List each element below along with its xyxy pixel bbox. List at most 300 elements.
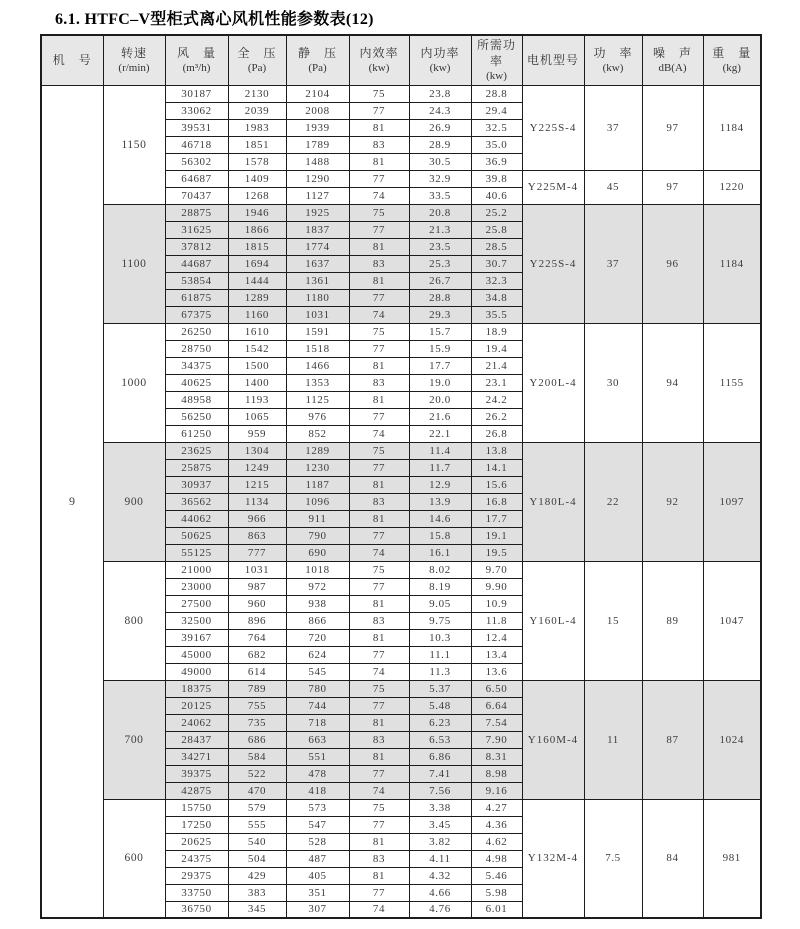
cell-static-pressure: 405 xyxy=(286,867,349,884)
cell-internal-power: 15.8 xyxy=(409,527,471,544)
cell-total-pressure: 504 xyxy=(228,850,286,867)
cell-static-pressure: 790 xyxy=(286,527,349,544)
cell-total-pressure: 470 xyxy=(228,782,286,799)
motor-model-cell: Y132M-4 xyxy=(522,799,584,918)
column-header-label: 所需功率 xyxy=(476,37,516,68)
cell-total-pressure: 1983 xyxy=(228,119,286,136)
cell-internal-power: 33.5 xyxy=(409,187,471,204)
cell-flow: 20125 xyxy=(165,697,228,714)
cell-efficiency: 77 xyxy=(349,765,409,782)
cell-total-pressure: 987 xyxy=(228,578,286,595)
cell-internal-power: 9.05 xyxy=(409,595,471,612)
cell-required-power: 30.7 xyxy=(471,255,522,272)
cell-total-pressure: 863 xyxy=(228,527,286,544)
cell-internal-power: 21.6 xyxy=(409,408,471,425)
cell-total-pressure: 383 xyxy=(228,884,286,901)
column-header-col0 xyxy=(41,35,103,85)
noise-cell: 87 xyxy=(642,680,703,799)
table-row xyxy=(41,204,761,221)
cell-internal-power: 15.7 xyxy=(409,323,471,340)
cell-internal-power: 3.45 xyxy=(409,816,471,833)
cell-static-pressure: 1488 xyxy=(286,153,349,170)
cell-flow: 34271 xyxy=(165,748,228,765)
cell-required-power: 32.3 xyxy=(471,272,522,289)
motor-power-cell: 15 xyxy=(584,561,642,680)
cell-internal-power: 7.41 xyxy=(409,765,471,782)
cell-flow: 17250 xyxy=(165,816,228,833)
cell-static-pressure: 852 xyxy=(286,425,349,442)
cell-total-pressure: 1500 xyxy=(228,357,286,374)
cell-flow: 28750 xyxy=(165,340,228,357)
motor-power-cell: 7.5 xyxy=(584,799,642,918)
cell-flow: 24375 xyxy=(165,850,228,867)
column-header-efficiency xyxy=(349,35,409,85)
weight-cell: 1184 xyxy=(703,85,761,170)
cell-total-pressure: 584 xyxy=(228,748,286,765)
cell-flow: 25875 xyxy=(165,459,228,476)
cell-total-pressure: 1215 xyxy=(228,476,286,493)
cell-required-power: 14.1 xyxy=(471,459,522,476)
cell-flow: 56302 xyxy=(165,153,228,170)
cell-internal-power: 14.6 xyxy=(409,510,471,527)
cell-flow: 44687 xyxy=(165,255,228,272)
noise-cell: 84 xyxy=(642,799,703,918)
cell-flow: 30187 xyxy=(165,85,228,102)
cell-flow: 23000 xyxy=(165,578,228,595)
column-header-label: 转速 xyxy=(120,45,147,60)
cell-flow: 29375 xyxy=(165,867,228,884)
cell-required-power: 23.1 xyxy=(471,374,522,391)
cell-internal-power: 5.48 xyxy=(409,697,471,714)
cell-total-pressure: 1409 xyxy=(228,170,286,187)
cell-flow: 50625 xyxy=(165,527,228,544)
cell-static-pressure: 1290 xyxy=(286,170,349,187)
cell-required-power: 13.6 xyxy=(471,663,522,680)
column-header-unit: (kw) xyxy=(429,61,451,74)
cell-static-pressure: 418 xyxy=(286,782,349,799)
cell-total-pressure: 522 xyxy=(228,765,286,782)
cell-required-power: 16.8 xyxy=(471,493,522,510)
cell-internal-power: 9.75 xyxy=(409,612,471,629)
cell-internal-power: 23.5 xyxy=(409,238,471,255)
cell-internal-power: 10.3 xyxy=(409,629,471,646)
cell-total-pressure: 1134 xyxy=(228,493,286,510)
cell-efficiency: 81 xyxy=(349,510,409,527)
cell-total-pressure: 682 xyxy=(228,646,286,663)
cell-total-pressure: 555 xyxy=(228,816,286,833)
cell-required-power: 17.7 xyxy=(471,510,522,527)
cell-efficiency: 77 xyxy=(349,102,409,119)
cell-static-pressure: 1031 xyxy=(286,306,349,323)
cell-efficiency: 83 xyxy=(349,612,409,629)
motor-power-cell: 22 xyxy=(584,442,642,561)
table-row xyxy=(41,323,761,340)
cell-internal-power: 6.53 xyxy=(409,731,471,748)
cell-flow: 26250 xyxy=(165,323,228,340)
cell-efficiency: 74 xyxy=(349,306,409,323)
weight-cell: 1184 xyxy=(703,204,761,323)
cell-required-power: 29.4 xyxy=(471,102,522,119)
cell-efficiency: 81 xyxy=(349,391,409,408)
cell-efficiency: 75 xyxy=(349,680,409,697)
cell-internal-power: 26.9 xyxy=(409,119,471,136)
cell-total-pressure: 789 xyxy=(228,680,286,697)
cell-internal-power: 20.8 xyxy=(409,204,471,221)
cell-total-pressure: 1268 xyxy=(228,187,286,204)
cell-total-pressure: 1815 xyxy=(228,238,286,255)
cell-flow: 39167 xyxy=(165,629,228,646)
cell-flow: 61250 xyxy=(165,425,228,442)
cell-efficiency: 81 xyxy=(349,119,409,136)
cell-internal-power: 8.19 xyxy=(409,578,471,595)
column-header-required-power xyxy=(471,35,522,85)
cell-flow: 28875 xyxy=(165,204,228,221)
column-header-internal-power xyxy=(409,35,471,85)
cell-required-power: 40.6 xyxy=(471,187,522,204)
cell-internal-power: 30.5 xyxy=(409,153,471,170)
cell-internal-power: 13.9 xyxy=(409,493,471,510)
cell-internal-power: 19.0 xyxy=(409,374,471,391)
noise-cell: 97 xyxy=(642,85,703,170)
cell-total-pressure: 1578 xyxy=(228,153,286,170)
cell-efficiency: 81 xyxy=(349,357,409,374)
cell-flow: 39375 xyxy=(165,765,228,782)
cell-flow: 40625 xyxy=(165,374,228,391)
speed-cell: 700 xyxy=(103,680,165,799)
cell-flow: 20625 xyxy=(165,833,228,850)
cell-total-pressure: 540 xyxy=(228,833,286,850)
cell-total-pressure: 345 xyxy=(228,901,286,918)
cell-efficiency: 81 xyxy=(349,272,409,289)
cell-flow: 24062 xyxy=(165,714,228,731)
cell-efficiency: 81 xyxy=(349,153,409,170)
cell-required-power: 4.98 xyxy=(471,850,522,867)
cell-static-pressure: 718 xyxy=(286,714,349,731)
column-header-unit: (Pa) xyxy=(308,61,327,74)
cell-efficiency: 74 xyxy=(349,663,409,680)
cell-internal-power: 28.9 xyxy=(409,136,471,153)
column-header-label: 静 压 xyxy=(297,45,337,60)
motor-model-cell: Y200L-4 xyxy=(522,323,584,442)
cell-flow: 23625 xyxy=(165,442,228,459)
fan-performance-table xyxy=(40,34,762,919)
cell-static-pressure: 528 xyxy=(286,833,349,850)
cell-static-pressure: 307 xyxy=(286,901,349,918)
cell-required-power: 19.5 xyxy=(471,544,522,561)
column-header-unit: (kg) xyxy=(722,61,741,74)
cell-required-power: 6.64 xyxy=(471,697,522,714)
cell-required-power: 36.9 xyxy=(471,153,522,170)
cell-total-pressure: 755 xyxy=(228,697,286,714)
column-header-col11 xyxy=(703,35,761,85)
speed-cell: 1100 xyxy=(103,204,165,323)
motor-model-cell: Y160L-4 xyxy=(522,561,584,680)
machine-no-cell: 9 xyxy=(41,85,103,918)
cell-efficiency: 77 xyxy=(349,408,409,425)
cell-required-power: 4.36 xyxy=(471,816,522,833)
cell-flow: 28437 xyxy=(165,731,228,748)
cell-flow: 15750 xyxy=(165,799,228,816)
cell-required-power: 5.98 xyxy=(471,884,522,901)
cell-static-pressure: 624 xyxy=(286,646,349,663)
motor-model-cell: Y225M-4 xyxy=(522,170,584,204)
cell-internal-power: 4.11 xyxy=(409,850,471,867)
cell-required-power: 24.2 xyxy=(471,391,522,408)
cell-total-pressure: 1610 xyxy=(228,323,286,340)
cell-internal-power: 32.9 xyxy=(409,170,471,187)
cell-efficiency: 81 xyxy=(349,595,409,612)
cell-required-power: 39.8 xyxy=(471,170,522,187)
column-header-label: 电机型号 xyxy=(526,53,579,68)
cell-static-pressure: 1187 xyxy=(286,476,349,493)
cell-static-pressure: 545 xyxy=(286,663,349,680)
column-header-label: 内功率 xyxy=(420,45,460,60)
column-header-label: 内效率 xyxy=(359,45,399,60)
cell-internal-power: 17.7 xyxy=(409,357,471,374)
noise-cell: 92 xyxy=(642,442,703,561)
cell-internal-power: 29.3 xyxy=(409,306,471,323)
cell-internal-power: 23.8 xyxy=(409,85,471,102)
cell-efficiency: 81 xyxy=(349,714,409,731)
table-row xyxy=(41,680,761,697)
cell-total-pressure: 777 xyxy=(228,544,286,561)
cell-total-pressure: 1542 xyxy=(228,340,286,357)
cell-internal-power: 3.82 xyxy=(409,833,471,850)
cell-required-power: 21.4 xyxy=(471,357,522,374)
cell-total-pressure: 686 xyxy=(228,731,286,748)
column-header-unit: (kw) xyxy=(602,61,624,74)
cell-required-power: 10.9 xyxy=(471,595,522,612)
cell-required-power: 25.8 xyxy=(471,221,522,238)
cell-internal-power: 4.32 xyxy=(409,867,471,884)
cell-efficiency: 81 xyxy=(349,238,409,255)
cell-efficiency: 77 xyxy=(349,697,409,714)
cell-required-power: 12.4 xyxy=(471,629,522,646)
cell-static-pressure: 573 xyxy=(286,799,349,816)
speed-cell: 1150 xyxy=(103,85,165,204)
cell-required-power: 9.16 xyxy=(471,782,522,799)
cell-static-pressure: 744 xyxy=(286,697,349,714)
cell-flow: 61875 xyxy=(165,289,228,306)
cell-total-pressure: 1946 xyxy=(228,204,286,221)
cell-total-pressure: 1866 xyxy=(228,221,286,238)
cell-efficiency: 83 xyxy=(349,850,409,867)
motor-power-cell: 11 xyxy=(584,680,642,799)
cell-static-pressure: 1837 xyxy=(286,221,349,238)
cell-required-power: 8.98 xyxy=(471,765,522,782)
cell-flow: 67375 xyxy=(165,306,228,323)
cell-total-pressure: 1444 xyxy=(228,272,286,289)
cell-static-pressure: 911 xyxy=(286,510,349,527)
cell-static-pressure: 663 xyxy=(286,731,349,748)
column-header-unit: (Pa) xyxy=(247,61,267,74)
cell-total-pressure: 2130 xyxy=(228,85,286,102)
cell-required-power: 35.0 xyxy=(471,136,522,153)
cell-internal-power: 20.0 xyxy=(409,391,471,408)
weight-cell: 981 xyxy=(703,799,761,918)
cell-required-power: 8.31 xyxy=(471,748,522,765)
speed-cell: 600 xyxy=(103,799,165,918)
column-header-unit: (kw) xyxy=(486,70,507,83)
cell-static-pressure: 1096 xyxy=(286,493,349,510)
cell-required-power: 28.5 xyxy=(471,238,522,255)
cell-static-pressure: 690 xyxy=(286,544,349,561)
cell-efficiency: 83 xyxy=(349,731,409,748)
cell-efficiency: 75 xyxy=(349,204,409,221)
cell-static-pressure: 1925 xyxy=(286,204,349,221)
cell-efficiency: 81 xyxy=(349,476,409,493)
cell-flow: 33062 xyxy=(165,102,228,119)
cell-required-power: 7.54 xyxy=(471,714,522,731)
cell-internal-power: 3.38 xyxy=(409,799,471,816)
cell-total-pressure: 614 xyxy=(228,663,286,680)
cell-required-power: 7.90 xyxy=(471,731,522,748)
cell-flow: 44062 xyxy=(165,510,228,527)
motor-model-cell: Y160M-4 xyxy=(522,680,584,799)
motor-power-cell: 30 xyxy=(584,323,642,442)
cell-flow: 30937 xyxy=(165,476,228,493)
cell-internal-power: 12.9 xyxy=(409,476,471,493)
cell-internal-power: 4.76 xyxy=(409,901,471,918)
cell-static-pressure: 487 xyxy=(286,850,349,867)
cell-static-pressure: 1230 xyxy=(286,459,349,476)
noise-cell: 94 xyxy=(642,323,703,442)
cell-static-pressure: 1180 xyxy=(286,289,349,306)
weight-cell: 1047 xyxy=(703,561,761,680)
cell-total-pressure: 896 xyxy=(228,612,286,629)
cell-static-pressure: 1789 xyxy=(286,136,349,153)
cell-internal-power: 16.1 xyxy=(409,544,471,561)
cell-flow: 32500 xyxy=(165,612,228,629)
cell-efficiency: 77 xyxy=(349,170,409,187)
column-header-label: 重 量 xyxy=(712,45,752,60)
cell-total-pressure: 1160 xyxy=(228,306,286,323)
header-row xyxy=(41,35,761,85)
cell-internal-power: 26.7 xyxy=(409,272,471,289)
cell-internal-power: 11.3 xyxy=(409,663,471,680)
column-header-static-pressure xyxy=(286,35,349,85)
cell-efficiency: 74 xyxy=(349,187,409,204)
cell-required-power: 18.9 xyxy=(471,323,522,340)
cell-efficiency: 83 xyxy=(349,255,409,272)
cell-efficiency: 83 xyxy=(349,493,409,510)
cell-internal-power: 4.66 xyxy=(409,884,471,901)
cell-total-pressure: 1289 xyxy=(228,289,286,306)
column-header-flow xyxy=(165,35,228,85)
cell-efficiency: 75 xyxy=(349,799,409,816)
cell-total-pressure: 1031 xyxy=(228,561,286,578)
cell-flow: 36750 xyxy=(165,901,228,918)
motor-model-cell: Y225S-4 xyxy=(522,204,584,323)
speed-cell: 1000 xyxy=(103,323,165,442)
cell-total-pressure: 1249 xyxy=(228,459,286,476)
cell-efficiency: 81 xyxy=(349,748,409,765)
cell-total-pressure: 2039 xyxy=(228,102,286,119)
cell-flow: 53854 xyxy=(165,272,228,289)
column-header-col9 xyxy=(584,35,642,85)
cell-internal-power: 28.8 xyxy=(409,289,471,306)
cell-internal-power: 8.02 xyxy=(409,561,471,578)
cell-total-pressure: 1065 xyxy=(228,408,286,425)
column-header-label: 功 率 xyxy=(593,45,633,60)
table-row xyxy=(41,799,761,816)
cell-internal-power: 25.3 xyxy=(409,255,471,272)
cell-static-pressure: 1637 xyxy=(286,255,349,272)
cell-required-power: 19.4 xyxy=(471,340,522,357)
noise-cell: 97 xyxy=(642,170,703,204)
cell-flow: 55125 xyxy=(165,544,228,561)
cell-static-pressure: 1353 xyxy=(286,374,349,391)
table-body xyxy=(41,85,761,918)
column-header-col8 xyxy=(522,35,584,85)
cell-efficiency: 77 xyxy=(349,289,409,306)
cell-flow: 42875 xyxy=(165,782,228,799)
speed-cell: 800 xyxy=(103,561,165,680)
cell-internal-power: 15.9 xyxy=(409,340,471,357)
cell-static-pressure: 1127 xyxy=(286,187,349,204)
cell-total-pressure: 429 xyxy=(228,867,286,884)
cell-static-pressure: 551 xyxy=(286,748,349,765)
cell-required-power: 26.8 xyxy=(471,425,522,442)
cell-efficiency: 75 xyxy=(349,85,409,102)
cell-required-power: 9.70 xyxy=(471,561,522,578)
cell-total-pressure: 966 xyxy=(228,510,286,527)
cell-static-pressure: 1361 xyxy=(286,272,349,289)
cell-required-power: 25.2 xyxy=(471,204,522,221)
cell-efficiency: 77 xyxy=(349,646,409,663)
column-header-unit: (kw) xyxy=(368,61,390,74)
cell-static-pressure: 1018 xyxy=(286,561,349,578)
cell-required-power: 26.2 xyxy=(471,408,522,425)
cell-static-pressure: 1591 xyxy=(286,323,349,340)
weight-cell: 1097 xyxy=(703,442,761,561)
table-header xyxy=(41,35,761,85)
cell-total-pressure: 959 xyxy=(228,425,286,442)
cell-internal-power: 21.3 xyxy=(409,221,471,238)
cell-efficiency: 77 xyxy=(349,578,409,595)
column-header-unit: dB(A) xyxy=(658,61,687,74)
cell-total-pressure: 1851 xyxy=(228,136,286,153)
cell-required-power: 9.90 xyxy=(471,578,522,595)
cell-required-power: 4.62 xyxy=(471,833,522,850)
cell-required-power: 4.27 xyxy=(471,799,522,816)
cell-flow: 18375 xyxy=(165,680,228,697)
cell-static-pressure: 1774 xyxy=(286,238,349,255)
speed-cell: 900 xyxy=(103,442,165,561)
cell-required-power: 5.46 xyxy=(471,867,522,884)
cell-flow: 37812 xyxy=(165,238,228,255)
cell-flow: 33750 xyxy=(165,884,228,901)
motor-power-cell: 37 xyxy=(584,85,642,170)
column-header-label: 机 号 xyxy=(52,53,92,68)
cell-flow: 21000 xyxy=(165,561,228,578)
cell-static-pressure: 2008 xyxy=(286,102,349,119)
cell-total-pressure: 1694 xyxy=(228,255,286,272)
cell-internal-power: 24.3 xyxy=(409,102,471,119)
cell-efficiency: 77 xyxy=(349,459,409,476)
table-row xyxy=(41,561,761,578)
motor-power-cell: 37 xyxy=(584,204,642,323)
cell-total-pressure: 960 xyxy=(228,595,286,612)
cell-total-pressure: 579 xyxy=(228,799,286,816)
table-row xyxy=(41,442,761,459)
cell-flow: 34375 xyxy=(165,357,228,374)
weight-cell: 1155 xyxy=(703,323,761,442)
cell-static-pressure: 1518 xyxy=(286,340,349,357)
noise-cell: 96 xyxy=(642,204,703,323)
cell-flow: 48958 xyxy=(165,391,228,408)
cell-static-pressure: 976 xyxy=(286,408,349,425)
